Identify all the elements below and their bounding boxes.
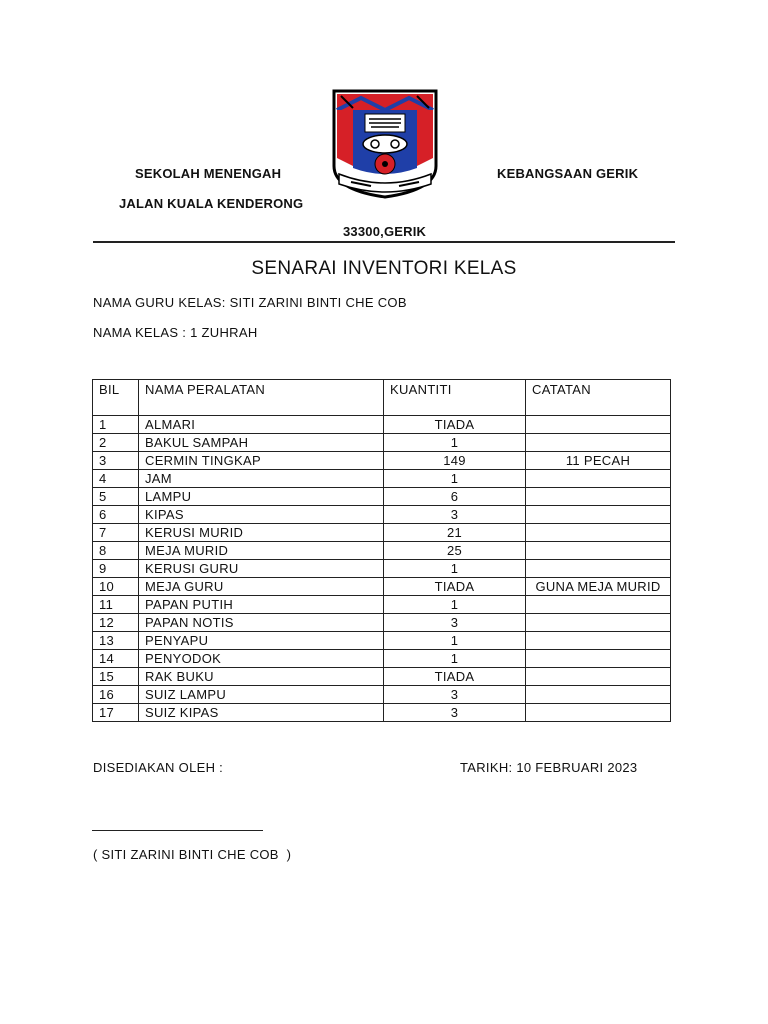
header-bil: BIL [93,380,139,416]
table-row [93,596,671,614]
cell-catatan [526,650,671,668]
cell-catatan [526,506,671,524]
cell-catatan [526,542,671,560]
cell-bil: 16 [93,686,139,704]
cell-catatan [526,596,671,614]
table-row [93,416,671,434]
table-row [93,506,671,524]
date-label: TARIKH: 10 FEBRUARI 2023 [460,760,638,775]
cell-catatan: GUNA MEJA MURID [526,578,671,596]
cell-catatan [526,668,671,686]
table-row [93,632,671,650]
cell-nama-peralatan: MEJA MURID [139,542,384,560]
table-row [93,560,671,578]
cell-kuantiti: TIADA [384,668,526,686]
cell-bil: 15 [93,668,139,686]
class-name-line: NAMA KELAS : 1 ZUHRAH [93,325,258,340]
header-divider [93,241,675,243]
header-catatan: CATATAN [526,380,671,416]
signature-name: ( SITI ZARINI BINTI CHE COB ) [93,847,292,862]
cell-kuantiti: 25 [384,542,526,560]
cell-bil: 9 [93,560,139,578]
cell-kuantiti: 1 [384,560,526,578]
cell-catatan [526,434,671,452]
cell-kuantiti: 3 [384,506,526,524]
cell-catatan [526,488,671,506]
cell-nama-peralatan: CERMIN TINGKAP [139,452,384,470]
cell-bil: 14 [93,650,139,668]
table-row [93,704,671,722]
cell-kuantiti: 21 [384,524,526,542]
cell-nama-peralatan: KERUSI MURID [139,524,384,542]
school-crest-logo [331,88,439,200]
cell-catatan [526,704,671,722]
cell-nama-peralatan: PENYAPU [139,632,384,650]
header-nama-peralatan: NAMA PERALATAN [139,380,384,416]
cell-nama-peralatan: PENYODOK [139,650,384,668]
cell-bil: 17 [93,704,139,722]
cell-nama-peralatan: KERUSI GURU [139,560,384,578]
table-row [93,524,671,542]
table-row [93,542,671,560]
prepared-by-label: DISEDIAKAN OLEH : [93,760,224,775]
cell-catatan [526,560,671,578]
cell-kuantiti: 3 [384,614,526,632]
teacher-name-line: NAMA GURU KELAS: SITI ZARINI BINTI CHE COB [93,295,407,310]
cell-catatan [526,614,671,632]
cell-catatan [526,416,671,434]
table-row [93,650,671,668]
cell-kuantiti: 1 [384,632,526,650]
school-name-right: KEBANGSAAN GERIK [497,166,639,181]
address-line-1: JALAN KUALA KENDERONG [119,196,304,211]
cell-bil: 1 [93,416,139,434]
cell-catatan [526,686,671,704]
cell-nama-peralatan: PAPAN PUTIH [139,596,384,614]
header-kuantiti: KUANTITI [384,380,526,416]
table-row [93,470,671,488]
cell-catatan [526,632,671,650]
cell-kuantiti: 3 [384,704,526,722]
school-name-left: SEKOLAH MENENGAH [135,166,282,181]
cell-kuantiti: 1 [384,596,526,614]
address-line-2: 33300,GERIK [343,224,427,239]
cell-nama-peralatan: JAM [139,470,384,488]
cell-nama-peralatan: LAMPU [139,488,384,506]
cell-kuantiti: TIADA [384,578,526,596]
cell-kuantiti: 149 [384,452,526,470]
cell-catatan [526,524,671,542]
cell-catatan: 11 PECAH [526,452,671,470]
cell-nama-peralatan: KIPAS [139,506,384,524]
table-row [93,434,671,452]
cell-kuantiti: 3 [384,686,526,704]
cell-bil: 11 [93,596,139,614]
cell-kuantiti: 1 [384,470,526,488]
cell-bil: 13 [93,632,139,650]
document-title: SENARAI INVENTORI KELAS [251,258,517,279]
cell-nama-peralatan: BAKUL SAMPAH [139,434,384,452]
cell-nama-peralatan: PAPAN NOTIS [139,614,384,632]
table-row [93,488,671,506]
cell-catatan [526,470,671,488]
cell-nama-peralatan: SUIZ LAMPU [139,686,384,704]
cell-kuantiti: TIADA [384,416,526,434]
cell-nama-peralatan: MEJA GURU [139,578,384,596]
table-row [93,668,671,686]
cell-bil: 7 [93,524,139,542]
cell-bil: 10 [93,578,139,596]
cell-kuantiti: 1 [384,650,526,668]
table-row [93,686,671,704]
cell-bil: 3 [93,452,139,470]
table-header-row [93,380,671,416]
cell-bil: 4 [93,470,139,488]
table-row [93,578,671,596]
cell-nama-peralatan: ALMARI [139,416,384,434]
cell-bil: 5 [93,488,139,506]
cell-nama-peralatan: SUIZ KIPAS [139,704,384,722]
cell-nama-peralatan: RAK BUKU [139,668,384,686]
cell-bil: 6 [93,506,139,524]
signature-line [92,830,263,831]
cell-bil: 12 [93,614,139,632]
cell-kuantiti: 6 [384,488,526,506]
table-row [93,614,671,632]
inventory-table [92,379,671,722]
cell-bil: 8 [93,542,139,560]
cell-bil: 2 [93,434,139,452]
cell-kuantiti: 1 [384,434,526,452]
table-row [93,452,671,470]
